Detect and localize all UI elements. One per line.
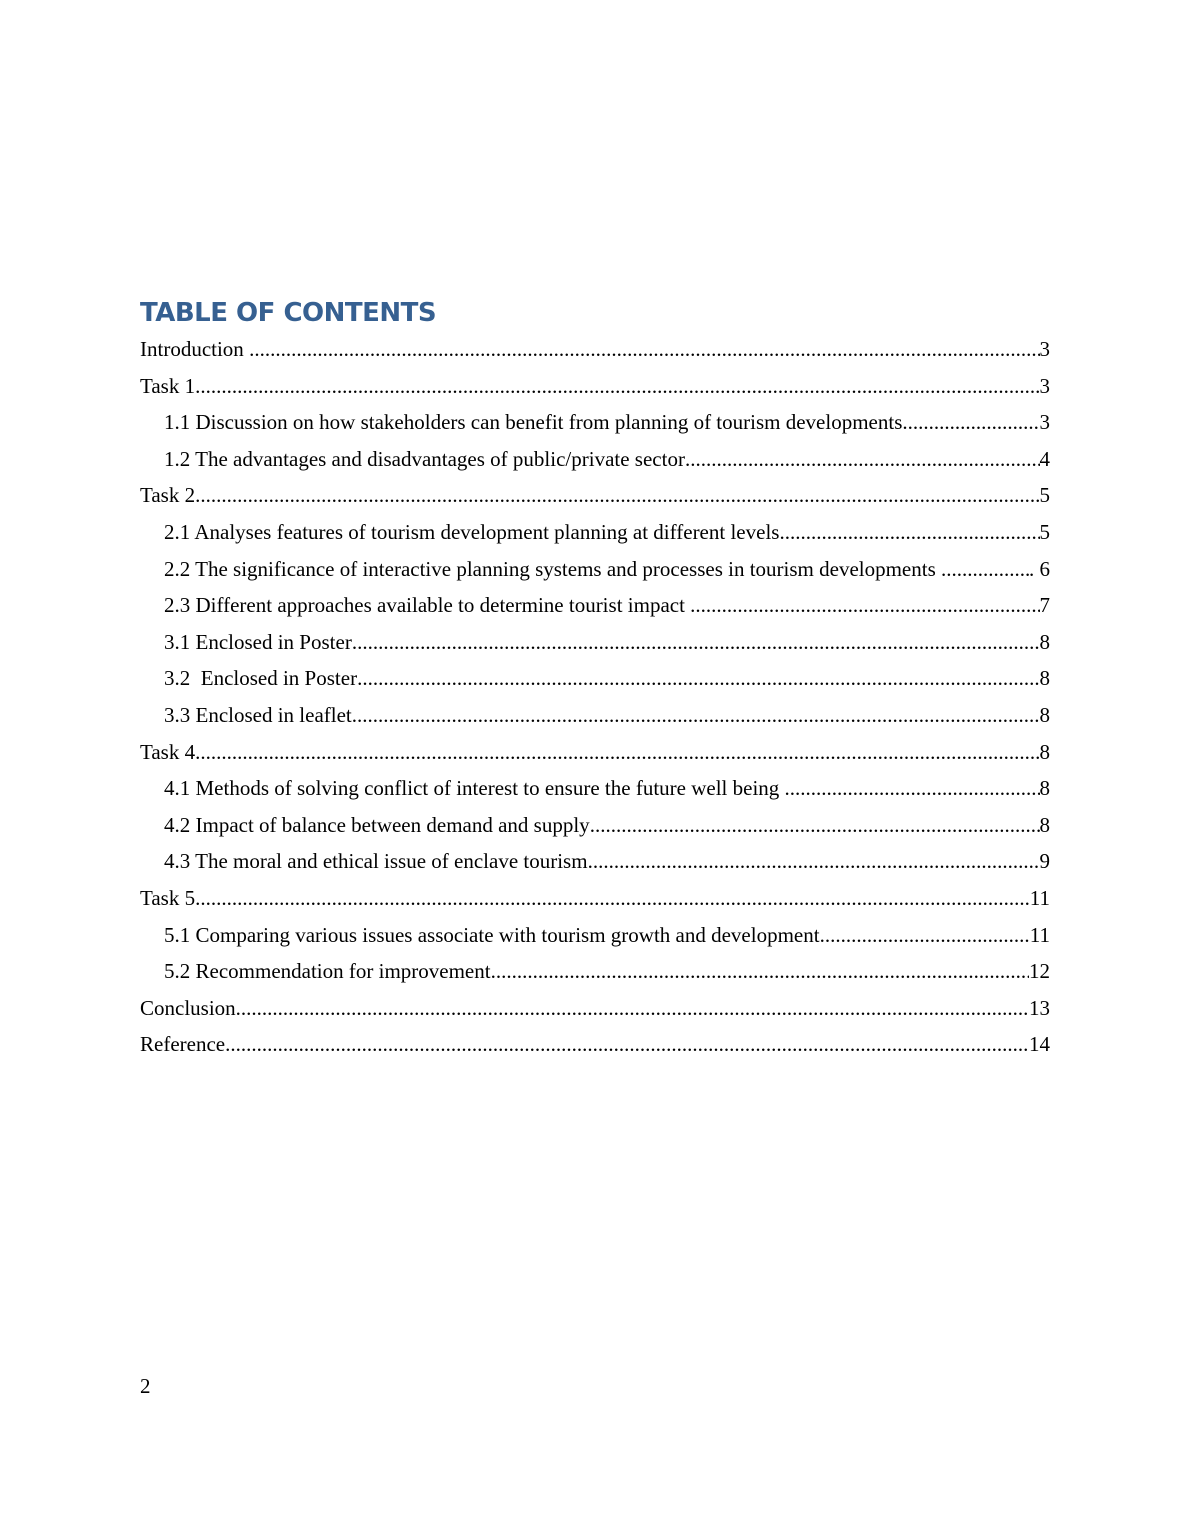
- toc-entry-title: Task 5: [140, 885, 196, 910]
- toc-leader-dots: [690, 587, 1039, 624]
- toc-entry-5-1[interactable]: [140, 917, 1050, 954]
- toc-entry-3-2[interactable]: [140, 660, 1050, 697]
- toc-entry-title: Task 2: [140, 483, 196, 508]
- toc-entry-title: 3.2 Enclosed in Poster: [164, 666, 358, 691]
- toc-leader-dots: [195, 880, 1030, 917]
- toc-entry-title: 5.1 Comparing various issues associate with tourism growth and development: [164, 922, 820, 947]
- toc-entry-2-1[interactable]: [140, 514, 1050, 551]
- toc-leader-dots: [779, 514, 1039, 551]
- toc-entry-page: 8: [1039, 666, 1050, 691]
- toc-entry-title: 2.3 Different approaches available to determine tourist impact: [164, 593, 691, 618]
- toc-entry-page: 9: [1039, 849, 1050, 874]
- toc-entry-task-5[interactable]: [140, 880, 1050, 917]
- toc-leader-dots: [352, 697, 1040, 734]
- toc-leader-dots: [785, 770, 1040, 807]
- toc-entry-page: 13: [1029, 995, 1050, 1020]
- toc-entry-title: Reference: [140, 1032, 226, 1057]
- toc-heading: TABLE OF CONTENTS: [140, 298, 437, 328]
- toc-entry-title: 1.2 The advantages and disadvantages of public/private sector: [164, 446, 685, 471]
- toc-leader-dots: [590, 807, 1040, 844]
- toc-leader-dots: [941, 551, 1029, 588]
- toc-leader-dots: [588, 843, 1040, 880]
- toc-entry-page: 11: [1029, 885, 1050, 910]
- toc-entry-3-1[interactable]: [140, 624, 1050, 661]
- toc-entry-page: 8: [1039, 629, 1050, 654]
- toc-entry-page: . 6: [1029, 556, 1050, 581]
- toc-leader-dots: [249, 331, 1039, 368]
- toc-entry-task-4[interactable]: [140, 734, 1050, 771]
- toc-entry-title: 5.2 Recommendation for improvement: [164, 959, 491, 984]
- table-of-contents: [140, 331, 1050, 1063]
- toc-entry-page: 3: [1039, 337, 1050, 361]
- toc-entry-title: Introduction: [140, 337, 250, 361]
- toc-entry-page: 11: [1029, 922, 1050, 947]
- toc-entry-3-3[interactable]: [140, 697, 1050, 734]
- toc-entry-title: Task 1: [140, 373, 196, 398]
- toc-entry-title: Task 4: [140, 739, 196, 764]
- toc-entry-page: 5: [1039, 483, 1050, 508]
- toc-entry-task-1[interactable]: [140, 368, 1050, 405]
- toc-entry-title: 3.3 Enclosed in leaflet: [164, 702, 352, 727]
- toc-entry-4-3[interactable]: [140, 843, 1050, 880]
- toc-leader-dots: [195, 734, 1039, 771]
- toc-entry-task-2[interactable]: [140, 477, 1050, 514]
- toc-entry-page: 14: [1029, 1032, 1050, 1057]
- toc-entry-page: 4: [1039, 446, 1050, 471]
- toc-entry-page: 8: [1039, 702, 1050, 727]
- toc-entry-title: 4.3 The moral and ethical issue of enclave tourism: [164, 849, 588, 874]
- toc-entry-5-2[interactable]: [140, 953, 1050, 990]
- toc-entry-2-2[interactable]: [140, 551, 1050, 588]
- toc-leader-dots: [902, 404, 1039, 441]
- toc-entry-title: 3.1 Enclosed in Poster: [164, 629, 352, 654]
- toc-entry-2-3[interactable]: [140, 587, 1050, 624]
- toc-entry-page: 8: [1039, 812, 1050, 837]
- toc-entry-title: Conclusion: [140, 995, 236, 1020]
- toc-entry-introduction[interactable]: [140, 331, 1050, 368]
- toc-entry-title: 2.1 Analyses features of tourism development planning at different levels: [164, 519, 780, 544]
- toc-entry-page: 8: [1039, 776, 1050, 801]
- toc-entry-title: 1.1 Discussion on how stakeholders can benefit from planning of tourism developments: [164, 410, 903, 435]
- toc-leader-dots: [236, 990, 1029, 1027]
- toc-entry-conclusion[interactable]: [140, 990, 1050, 1027]
- toc-entry-page: 7: [1039, 593, 1050, 618]
- toc-entry-4-2[interactable]: [140, 807, 1050, 844]
- toc-entry-reference[interactable]: [140, 1026, 1050, 1063]
- toc-leader-dots: [491, 953, 1029, 990]
- toc-leader-dots: [685, 441, 1040, 478]
- toc-entry-4-1[interactable]: [140, 770, 1050, 807]
- page-number: 2: [140, 1374, 151, 1398]
- toc-leader-dots: [195, 477, 1039, 514]
- toc-entry-page: 5: [1039, 519, 1050, 544]
- toc-entry-page: 3: [1039, 410, 1050, 435]
- toc-entry-title: 4.1 Methods of solving conflict of interest to ensure the future well being: [164, 776, 785, 801]
- toc-entry-1-2[interactable]: [140, 441, 1050, 478]
- toc-leader-dots: [195, 368, 1039, 405]
- toc-entry-page: 12: [1029, 959, 1050, 984]
- toc-leader-dots: [357, 660, 1039, 697]
- toc-entry-title: 4.2 Impact of balance between demand and supply: [164, 812, 590, 837]
- toc-entry-title: 2.2 The significance of interactive planning systems and processes in tourism developments: [164, 556, 942, 581]
- toc-entry-page: 8: [1039, 739, 1050, 764]
- toc-leader-dots: [352, 624, 1040, 661]
- toc-leader-dots: [820, 917, 1030, 954]
- toc-leader-dots: [225, 1026, 1029, 1063]
- toc-entry-page: 3: [1039, 373, 1050, 398]
- toc-entry-1-1[interactable]: [140, 404, 1050, 441]
